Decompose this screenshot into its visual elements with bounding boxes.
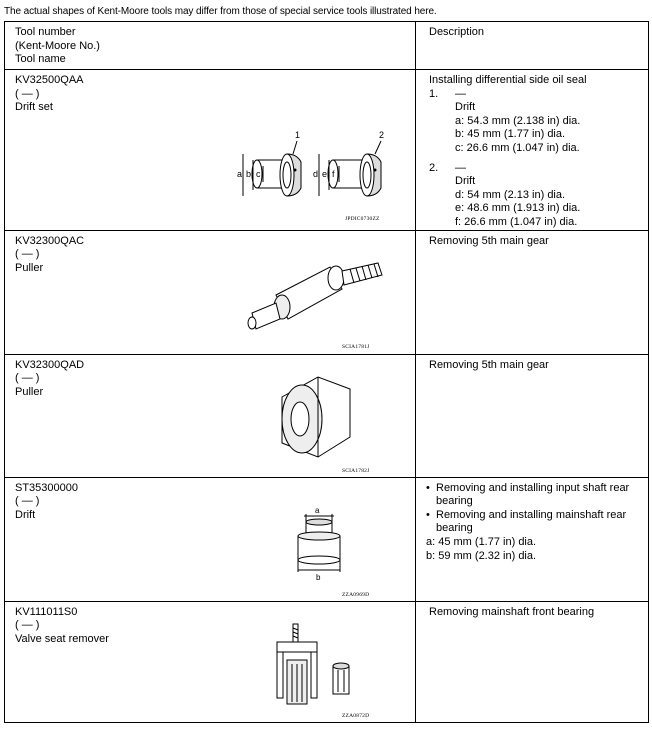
tool-number: KV32300QAD (15, 358, 85, 371)
bullet-text: bearing (436, 522, 473, 535)
item-dimension: a: 45 mm (1.77 in) dia. (426, 535, 537, 548)
item-number: 2. (429, 161, 439, 174)
description-text: Removing 5th main gear (429, 358, 549, 371)
description-cell (416, 230, 649, 354)
special-service-tools-table (4, 21, 649, 723)
item-name: Drift (455, 101, 476, 114)
tool-cell (5, 230, 416, 354)
bullet-icon: • (426, 508, 430, 521)
valve-seat-remover-illustration (267, 620, 367, 712)
item-name: Drift (455, 175, 476, 188)
item-dimension: b: 45 mm (1.77 in) dia. (455, 128, 566, 141)
table-caption: The actual shapes of Kent-Moore tools may differ from those of special service tools illustrated here. (4, 6, 437, 17)
puller-cup-illustration (270, 367, 360, 467)
table-row (5, 230, 649, 354)
item-dimension: b: 59 mm (2.32 in) dia. (426, 549, 537, 562)
table-row (5, 601, 649, 722)
tool-column-header (5, 22, 416, 70)
header-tool-name: Tool name (15, 53, 66, 66)
tool-name: Valve seat remover (15, 632, 109, 645)
header-description: Description (429, 26, 485, 38)
tool-number: KV111011S0 (15, 605, 78, 618)
item-dimension: f: 26.6 mm (1.047 in) dia. (455, 215, 578, 228)
header-tool-number: Tool number (15, 26, 76, 38)
bullet-text: bearing (436, 495, 473, 508)
table-header-row (5, 22, 649, 70)
kent-moore-number: ( — ) (15, 495, 40, 508)
description-text: Removing 5th main gear (429, 234, 549, 247)
figure-label-b: b (316, 572, 321, 582)
table-row (5, 70, 649, 231)
table-row (5, 477, 649, 601)
description-cell (416, 354, 649, 477)
table-row (5, 354, 649, 477)
puller-illustration (230, 243, 400, 343)
drift-set-illustration (229, 120, 399, 215)
tool-name: Puller (15, 261, 44, 274)
description-text: Removing mainshaft front bearing (429, 605, 595, 618)
item-dimension: d: 54 mm (2.13 in) dia. (455, 188, 566, 201)
tool-name: Puller (15, 385, 44, 398)
figure-code: JPDIC0730ZZ (345, 216, 380, 222)
figure-code: SCIA1781J (342, 343, 370, 350)
item-dimension: c: 26.6 mm (1.047 in) dia. (455, 141, 580, 154)
figure-label-c: c (256, 169, 261, 179)
figure-label-b: b (246, 169, 252, 179)
item-dimension: e: 48.6 mm (1.913 in) dia. (455, 202, 581, 215)
item-number: 1. (429, 87, 439, 100)
figure-code: ZZA0969D (342, 591, 370, 598)
tool-cell (5, 601, 416, 722)
description-cell (416, 601, 649, 722)
figure-label-1: 1 (295, 130, 301, 140)
kent-moore-number: ( — ) (15, 372, 40, 385)
bullet-icon: • (426, 481, 430, 494)
figure-label-a: a (237, 169, 243, 179)
kent-moore-number: ( — ) (15, 619, 40, 632)
item-dimension: a: 54.3 mm (2.138 in) dia. (455, 114, 581, 127)
description-cell (416, 70, 649, 231)
tool-name: Drift set (15, 101, 53, 114)
tool-cell (5, 354, 416, 477)
header-kent-moore: (Kent-Moore No.) (15, 39, 100, 52)
item-dash: — (455, 161, 466, 174)
tool-cell (5, 70, 416, 231)
tool-number: ST35300000 (15, 481, 78, 494)
figure-code: SCIA1782J (342, 467, 370, 474)
tool-cell (5, 477, 416, 601)
figure-label-2: 2 (379, 130, 385, 140)
tool-number: KV32500QAA (15, 74, 84, 86)
bullet-text: Removing and installing input shaft rear (436, 481, 630, 494)
drift-illustration (290, 508, 360, 588)
tool-name: Drift (15, 508, 36, 521)
figure-code: ZZA0872D (342, 712, 370, 719)
figure-label-a: a (315, 507, 320, 515)
description-cell (416, 477, 649, 601)
figure-label-e: e (322, 169, 328, 179)
figure-label-f: f (332, 169, 335, 179)
kent-moore-number: ( — ) (15, 248, 40, 261)
description-column-header (416, 22, 649, 70)
bullet-text: Removing and installing mainshaft rear (436, 508, 627, 521)
description-title: Installing differential side oil seal (429, 74, 587, 86)
figure-label-d: d (313, 169, 319, 179)
tool-number: KV32300QAC (15, 234, 85, 247)
item-dash: — (455, 87, 466, 100)
kent-moore-number: ( — ) (15, 87, 40, 100)
